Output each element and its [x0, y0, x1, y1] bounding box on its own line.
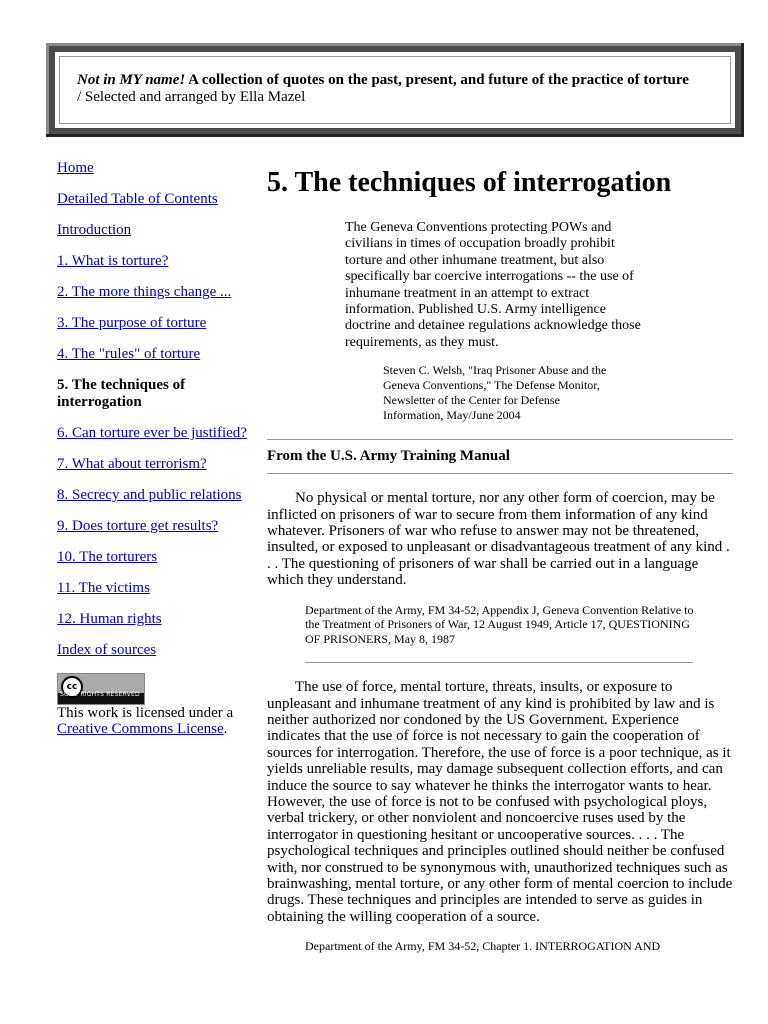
quote-paragraph-2: The use of force, mental torture, threats, insults, or exposure to unpleasant and inhumane treatment of any kind is prohibited by law and is neither authorized nor condoned by the US Government. Experience indicates that the use of force is not necessary to gain the cooperation of sources for interrogation. Therefore, the use of force is a poor technique, as it yields unreliable results, may damage subsequent collection efforts, and can induce the source to say whatever he thinks the interrogator wants to hear. However, the use of force is not to be confused with psychological ploys, verbal trickery, or other nonviolent and noncoercive ruses used by the interrogator in questioning hesitant or uncooperative sources. . . . The psychological techniques and principles outlined should neither be confused with, nor construed to be synonymous with, unauthorized techniques such as brainwashing, mental torture, or any other form of mental coercion to include drugs. These techniques and principles are intended to serve as guides in obtaining the willing cooperation of a source.	[267, 679, 733, 925]
nav-item-chapter-1[interactable]	[57, 253, 257, 270]
site-byline: / Selected and arranged by Ella Mazel	[77, 89, 306, 105]
quote-paragraph-1: No physical or mental torture, nor any other form of coercion, may be inflicted on prisoners of war to secure from them information of any kind whatever. Prisoners of war who refuse to answer may not be threatened, insulted, or exposed to unpleasant or disadvantageous treatment of any kind . . . The questioning of prisoners of war shall be carried out in a language which they understand.	[267, 490, 730, 589]
nav-item-chapter-3[interactable]	[57, 315, 257, 332]
nav-link-index-of-sources[interactable]: Index of sources	[57, 642, 157, 658]
nav-item-chapter-8[interactable]	[57, 487, 257, 504]
nav-item-chapter-4[interactable]	[57, 346, 257, 363]
epigraph-citation: Steven C. Welsh, "Iraq Prisoner Abuse and the Geneva Conventions," The Defense Monitor, Newsletter of the Center for Defense Information, May/June 2004	[383, 363, 607, 423]
nav-link-chapter-8[interactable]: 8. Secrecy and public relations	[57, 487, 242, 503]
nav-link-chapter-2[interactable]: 2. The more things change ...	[57, 284, 232, 300]
nav-link-chapter-7[interactable]: 7. What about terrorism?	[57, 456, 207, 472]
nav-item-chapter-6[interactable]	[57, 425, 257, 442]
section-divider-bottom	[267, 473, 733, 474]
creative-commons-badge[interactable]	[57, 673, 145, 705]
nav-link-detailed-toc[interactable]: Detailed Table of Contents	[57, 191, 218, 207]
license-notice	[57, 705, 257, 737]
license-link[interactable]: Creative Commons License	[57, 721, 224, 737]
site-title-rest: A collection of quotes on the past, present, and future of the practice of torture	[185, 72, 689, 88]
nav-item-chapter-2[interactable]	[57, 284, 257, 301]
nav-item-home[interactable]	[57, 160, 257, 177]
header-banner-inner	[55, 52, 735, 128]
nav-item-chapter-9[interactable]	[57, 518, 257, 535]
license-suffix: .	[223, 721, 228, 737]
cc-badge-text: SOME RIGHTS RESERVED	[60, 691, 140, 698]
quote-citation-2: Department of the Army, FM 34-52, Chapter 1. INTERROGATION AND	[305, 939, 661, 954]
nav-item-chapter-10[interactable]	[57, 549, 257, 566]
sidebar-nav	[57, 160, 257, 737]
nav-link-chapter-1[interactable]: 1. What is torture?	[57, 253, 169, 269]
epigraph-quote: The Geneva Conventions protecting POWs and civilians in times of occupation broadly prohibit torture and other inhumane treatment, but also specifically bar coercive interrogations -- the use of inhumane treatment in an attempt to extract information. Published U.S. Army intelligence doctrine and detainee regulations acknowledge those requirements, as they must.	[345, 220, 641, 350]
page-title: 5. The techniques of interrogation	[267, 167, 672, 198]
nav-item-introduction[interactable]	[57, 222, 257, 239]
nav-item-index-of-sources[interactable]	[57, 642, 257, 659]
nav-item-chapter-7[interactable]	[57, 456, 257, 473]
nav-link-chapter-3[interactable]: 3. The purpose of torture	[57, 315, 207, 331]
header-banner	[46, 43, 744, 137]
nav-link-chapter-4[interactable]: 4. The "rules" of torture	[57, 346, 201, 362]
section-heading: From the U.S. Army Training Manual	[267, 448, 510, 465]
nav-item-chapter-11[interactable]	[57, 580, 257, 597]
nav-link-chapter-11[interactable]: 11. The victims	[57, 580, 150, 596]
license-prefix: This work is licensed under a	[57, 705, 234, 721]
nav-item-chapter-12[interactable]	[57, 611, 257, 628]
nav-link-chapter-12[interactable]: 12. Human rights	[57, 611, 162, 627]
site-title-italic: Not in MY name!	[77, 72, 186, 88]
nav-link-introduction[interactable]: Introduction	[57, 222, 132, 238]
site-title	[77, 72, 721, 106]
cc-logo-icon: cc	[61, 676, 83, 698]
nav-item-detailed-toc[interactable]	[57, 191, 257, 208]
quote-divider	[305, 662, 693, 663]
main-content	[267, 166, 733, 954]
nav-link-chapter-10[interactable]: 10. The torturers	[57, 549, 158, 565]
nav-link-home[interactable]: Home	[57, 160, 94, 176]
quote-citation-1: Department of the Army, FM 34-52, Appendix J, Geneva Convention Relative to the Treatment of Prisoners of War, 12 August 1949, Article 17, QUESTIONING OF PRISONERS, May 8, 1987	[305, 602, 694, 646]
nav-item-chapter-5-current: 5. The techniques of interrogation	[57, 377, 186, 410]
nav-link-chapter-6[interactable]: 6. Can torture ever be justified?	[57, 425, 247, 441]
nav-link-chapter-9[interactable]: 9. Does torture get results?	[57, 518, 219, 534]
